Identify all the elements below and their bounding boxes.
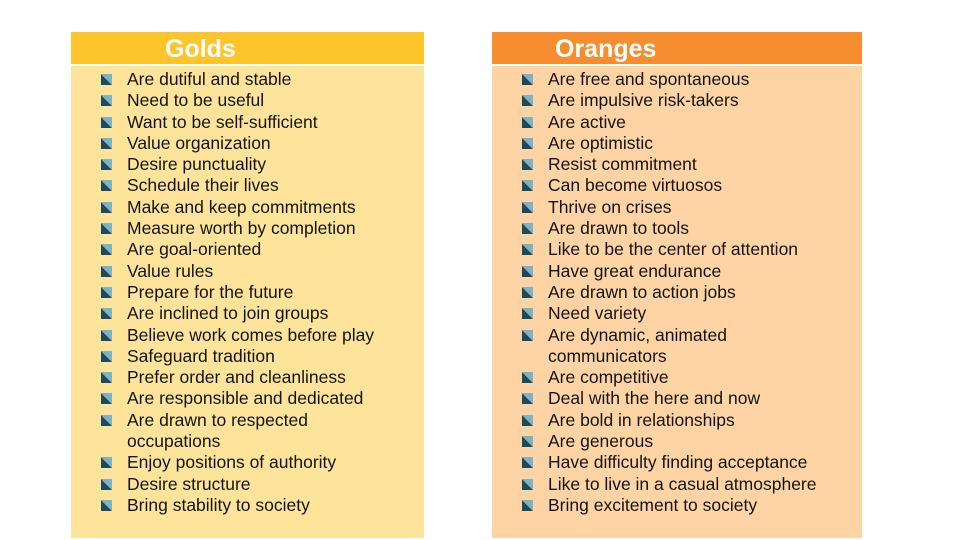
square-bullet-icon: [101, 351, 112, 362]
list-item-text: Prefer order and cleanliness: [127, 367, 346, 388]
list-item: [492, 495, 862, 516]
square-bullet-icon: [101, 457, 112, 468]
list-item: [71, 133, 424, 154]
list-item: [71, 90, 424, 111]
list-item: [71, 474, 424, 495]
list-item: [71, 303, 424, 324]
list-item-text: Are impulsive risk-takers: [548, 90, 739, 111]
list-item: [71, 388, 424, 409]
square-bullet-icon: [522, 393, 533, 404]
square-bullet-icon: [522, 479, 533, 490]
list-item-text: Safeguard tradition: [127, 345, 275, 366]
square-bullet-icon: [101, 500, 112, 511]
list-item-text: Deal with the here and now: [548, 388, 761, 409]
square-bullet-icon: [101, 287, 112, 298]
list-item-text: Enjoy positions of authority: [127, 452, 337, 473]
list-item: [71, 452, 424, 473]
list-item-text: Desire punctuality: [127, 154, 267, 175]
square-bullet-icon: [522, 159, 533, 170]
square-bullet-icon: [522, 223, 533, 234]
square-bullet-icon: [522, 436, 533, 447]
list-item-text: Make and keep commitments: [127, 196, 356, 217]
list-item: [492, 410, 862, 431]
square-bullet-icon: [101, 223, 112, 234]
square-bullet-icon: [522, 372, 533, 383]
square-bullet-icon: [101, 202, 112, 213]
list-item: [492, 431, 862, 452]
list-item: [71, 197, 424, 218]
list-item: [492, 218, 862, 239]
square-bullet-icon: [522, 500, 533, 511]
square-bullet-icon: [522, 202, 533, 213]
list-item-text: Have great endurance: [548, 260, 722, 281]
square-bullet-icon: [101, 393, 112, 404]
list-item: [71, 495, 424, 516]
golds-list: [71, 69, 424, 516]
square-bullet-icon: [522, 95, 533, 106]
list-item: [492, 154, 862, 175]
list-item: [71, 282, 424, 303]
list-item: [492, 452, 862, 473]
list-item-text: Are generous: [548, 431, 654, 452]
list-item: [492, 261, 862, 282]
oranges-panel: [492, 32, 862, 538]
square-bullet-icon: [101, 372, 112, 383]
list-item-text: Desire structure: [127, 473, 251, 494]
list-item: [71, 218, 424, 239]
list-item-text: Are drawn to respected occupations: [127, 409, 308, 452]
list-item: [71, 346, 424, 367]
list-item: [492, 133, 862, 154]
golds-panel: [71, 32, 424, 538]
list-item-text: Are responsible and dedicated: [127, 388, 364, 409]
list-item: [71, 69, 424, 90]
list-item: [492, 112, 862, 133]
square-bullet-icon: [101, 138, 112, 149]
list-item-text: Are inclined to join groups: [127, 303, 329, 324]
list-item: [71, 154, 424, 175]
list-item-text: Resist commitment: [548, 154, 697, 175]
square-bullet-icon: [101, 159, 112, 170]
list-item: [492, 303, 862, 324]
list-item-text: Are drawn to action jobs: [548, 281, 736, 302]
square-bullet-icon: [522, 457, 533, 468]
list-item-text: Thrive on crises: [548, 196, 672, 217]
list-item-text: Like to be the center of attention: [548, 239, 799, 260]
list-item-text: Want to be self-sufficient: [127, 111, 318, 132]
list-item-text: Like to live in a casual atmosphere: [548, 473, 817, 494]
list-item: [71, 175, 424, 196]
list-item: [71, 410, 424, 453]
square-bullet-icon: [101, 266, 112, 277]
square-bullet-icon: [522, 138, 533, 149]
square-bullet-icon: [101, 330, 112, 341]
oranges-title: Oranges: [492, 32, 862, 66]
list-item-text: Bring excitement to society: [548, 494, 758, 515]
list-item-text: Value rules: [127, 260, 214, 281]
list-item: [492, 282, 862, 303]
list-item-text: Can become virtuosos: [548, 175, 723, 196]
list-item-text: Need to be useful: [127, 90, 265, 111]
oranges-list: [492, 69, 862, 516]
list-item: [492, 69, 862, 90]
list-item-text: Prepare for the future: [127, 281, 294, 302]
square-bullet-icon: [522, 330, 533, 341]
list-item: [71, 367, 424, 388]
list-item-text: Are goal-oriented: [127, 239, 262, 260]
square-bullet-icon: [522, 266, 533, 277]
square-bullet-icon: [522, 180, 533, 191]
list-item: [492, 367, 862, 388]
square-bullet-icon: [101, 415, 112, 426]
list-item-text: Measure worth by completion: [127, 218, 356, 239]
list-item-text: Are competitive: [548, 367, 669, 388]
square-bullet-icon: [522, 287, 533, 298]
list-item-text: Schedule their lives: [127, 175, 279, 196]
list-item-text: Bring stability to society: [127, 494, 310, 515]
square-bullet-icon: [101, 479, 112, 490]
square-bullet-icon: [522, 308, 533, 319]
list-item-text: Are active: [548, 111, 626, 132]
list-item: [71, 239, 424, 260]
list-item: [492, 197, 862, 218]
square-bullet-icon: [101, 74, 112, 85]
list-item: [492, 325, 862, 368]
list-item: [71, 112, 424, 133]
square-bullet-icon: [522, 74, 533, 85]
list-item-text: Are drawn to tools: [548, 218, 690, 239]
list-item: [71, 325, 424, 346]
square-bullet-icon: [101, 95, 112, 106]
list-item-text: Believe work comes before play: [127, 324, 375, 345]
square-bullet-icon: [101, 308, 112, 319]
list-item: [492, 90, 862, 111]
list-item: [492, 175, 862, 196]
list-item-text: Value organization: [127, 132, 271, 153]
square-bullet-icon: [522, 117, 533, 128]
list-item-text: Are optimistic: [548, 132, 654, 153]
square-bullet-icon: [101, 180, 112, 191]
list-item-text: Are dutiful and stable: [127, 69, 292, 89]
list-item: [492, 474, 862, 495]
golds-title: Golds: [71, 32, 424, 66]
list-item-text: Are bold in relationships: [548, 409, 735, 430]
square-bullet-icon: [522, 244, 533, 255]
list-item: [492, 388, 862, 409]
list-item-text: Are dynamic, animated communicators: [548, 324, 727, 366]
square-bullet-icon: [101, 117, 112, 128]
list-item-text: Need variety: [548, 303, 647, 324]
list-item-text: Have difficulty finding acceptance: [548, 452, 808, 473]
list-item: [492, 239, 862, 260]
square-bullet-icon: [522, 415, 533, 426]
list-item-text: Are free and spontaneous: [548, 69, 750, 89]
square-bullet-icon: [101, 244, 112, 255]
list-item: [71, 261, 424, 282]
